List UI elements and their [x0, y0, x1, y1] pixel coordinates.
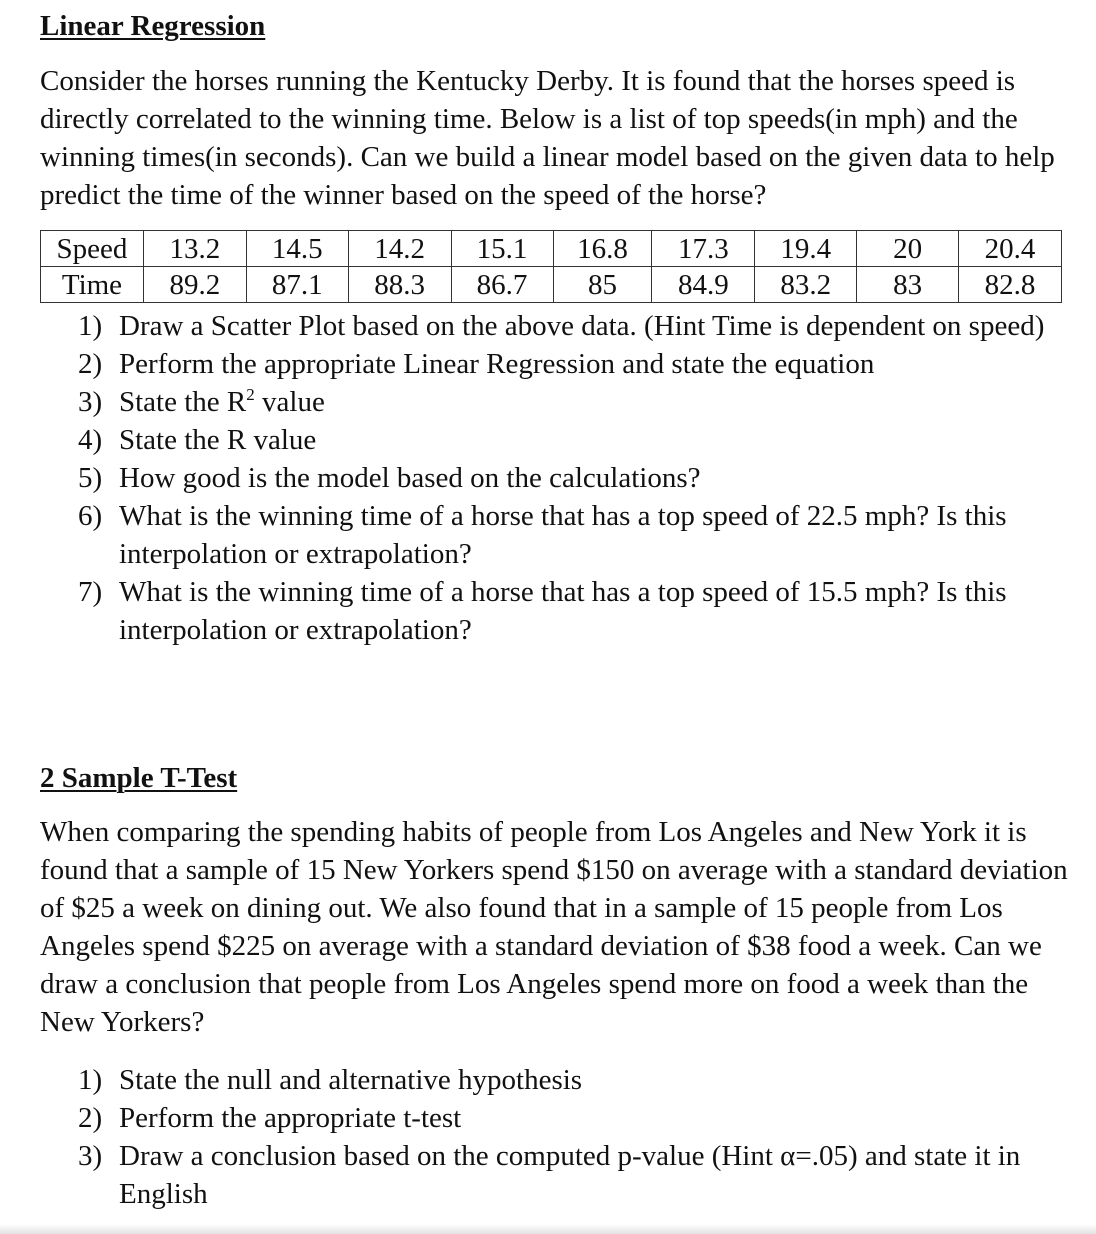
item-number: 1) — [78, 310, 103, 342]
speed-cell: 16.8 — [553, 231, 652, 267]
page-bottom-shadow — [0, 1224, 1096, 1234]
linear-regression-intro: Consider the horses running the Kentucky Derby. It is found that the horses speed is directly correlated to the winning time. Below is a list of top speeds(in mph) and the winning times(in seconds). Can we build a linear model based on the given data to help predict the time of the winner based on the speed of the horse? — [40, 65, 1055, 211]
section-title-t-test: 2 Sample T-Test — [40, 762, 238, 794]
row-label-speed: Speed — [41, 231, 144, 267]
speed-cell: 17.3 — [652, 231, 755, 267]
list-item — [78, 573, 1068, 649]
speed-row — [41, 231, 1062, 267]
section-title-linear-regression: Linear Regression — [40, 10, 266, 42]
item-number: 1) — [78, 1064, 103, 1096]
item-number: 6) — [78, 500, 103, 532]
list-item — [78, 345, 1068, 383]
time-cell: 88.3 — [348, 267, 451, 303]
time-cell: 83.2 — [755, 267, 857, 303]
speed-time-table — [40, 230, 1062, 303]
t-test-intro: When comparing the spending habits of people from Los Angeles and New York it is found that a sample of 15 New Yorkers spend $150 on average with a standard deviation of $25 a week on dining out. We also found that in a sample of 15 people from Los Angeles spend $225 on average with a standard deviation of $38 food a week. Can we draw a conclusion that people from Los Angeles spend more on food a week than the New Yorkers? — [40, 816, 1068, 1038]
item-text: Perform the appropriate Linear Regression and state the equation — [119, 348, 875, 380]
speed-cell: 13.2 — [143, 231, 246, 267]
time-cell: 89.2 — [143, 267, 246, 303]
item-text: Perform the appropriate t-test — [119, 1102, 462, 1134]
item-number: 3) — [78, 1140, 103, 1172]
time-cell: 84.9 — [652, 267, 755, 303]
list-item — [78, 307, 1068, 345]
speed-cell: 19.4 — [755, 231, 857, 267]
item-text: Draw a Scatter Plot based on the above data. (Hint Time is dependent on speed) — [119, 310, 1045, 342]
time-cell: 87.1 — [246, 267, 348, 303]
item-number: 2) — [78, 348, 103, 380]
list-item — [78, 1099, 1068, 1137]
item-text: Draw a conclusion based on the computed p-value (Hint α=.05) and state it in English — [119, 1140, 1021, 1210]
time-cell: 82.8 — [959, 267, 1062, 303]
item-text: State the R value — [119, 424, 317, 456]
speed-cell: 14.5 — [246, 231, 348, 267]
item-number: 5) — [78, 462, 103, 494]
speed-cell: 20 — [857, 231, 959, 267]
time-cell: 85 — [553, 267, 652, 303]
list-item — [78, 1061, 1068, 1099]
speed-cell: 14.2 — [348, 231, 451, 267]
time-cell: 83 — [857, 267, 959, 303]
speed-cell: 15.1 — [451, 231, 553, 267]
t-test-questions — [78, 1061, 1068, 1213]
item-text: State the null and alternative hypothesis — [119, 1064, 583, 1096]
item-text: What is the winning time of a horse that has a top speed of 15.5 mph? Is this interpolation or extrapolation? — [119, 576, 1007, 646]
list-item — [78, 383, 1068, 421]
speed-cell: 20.4 — [959, 231, 1062, 267]
row-label-time: Time — [41, 267, 144, 303]
item-number: 7) — [78, 576, 103, 608]
item-text: What is the winning time of a horse that has a top speed of 22.5 mph? Is this interpolation or extrapolation? — [119, 500, 1007, 570]
item-text: State the R — [119, 386, 247, 418]
list-item — [78, 1137, 1068, 1213]
item-number: 4) — [78, 424, 103, 456]
linear-regression-questions — [78, 307, 1068, 649]
list-item — [78, 421, 1068, 459]
time-row — [41, 267, 1062, 303]
item-number: 2) — [78, 1102, 103, 1134]
item-text-suffix: value — [254, 386, 325, 418]
item-number: 3) — [78, 386, 103, 418]
list-item — [78, 497, 1068, 573]
superscript-two: 2 — [246, 385, 255, 404]
item-text: How good is the model based on the calculations? — [119, 462, 701, 494]
list-item — [78, 459, 1068, 497]
time-cell: 86.7 — [451, 267, 553, 303]
